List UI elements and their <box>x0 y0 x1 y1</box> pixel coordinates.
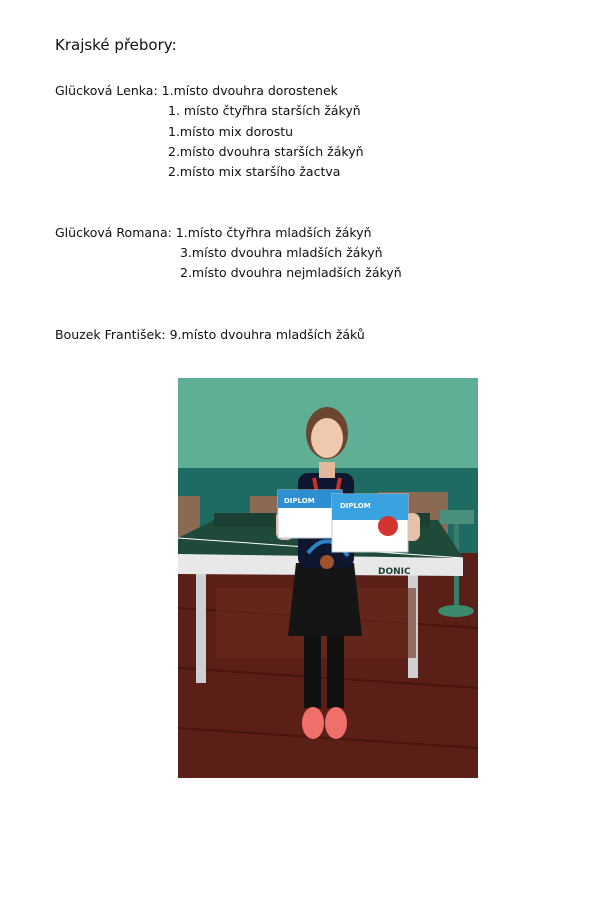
lenka-result-1: 1. místo čtyřhra starších žákyň <box>168 103 361 118</box>
lenka-result-3: 2.místo dvouhra starších žákyň <box>168 144 364 159</box>
award-photo <box>178 378 478 778</box>
romana-result-2: 2.místo dvouhra nejmladších žákyň <box>180 265 402 280</box>
lenka-result-4: 2.místo mix staršího žactva <box>168 164 341 179</box>
page-title: Krajské přebory: <box>55 36 177 54</box>
romana-line: Glücková Romana: 1.místo čtyřhra mladších žákyň <box>55 225 372 240</box>
lenka-result-2: 1.místo mix dorostu <box>168 124 294 139</box>
diploma-label-2: DIPLOM <box>340 502 371 510</box>
table-brand: DONIC <box>378 567 411 577</box>
diploma-label-1: DIPLOM <box>284 497 315 505</box>
romana-result-1: 3.místo dvouhra mladších žákyň <box>180 245 383 260</box>
frantisek-line: Bouzek František: 9.místo dvouhra mladších žáků <box>55 327 365 342</box>
lenka-line: Glücková Lenka: 1.místo dvouhra dorostenek <box>55 83 338 98</box>
